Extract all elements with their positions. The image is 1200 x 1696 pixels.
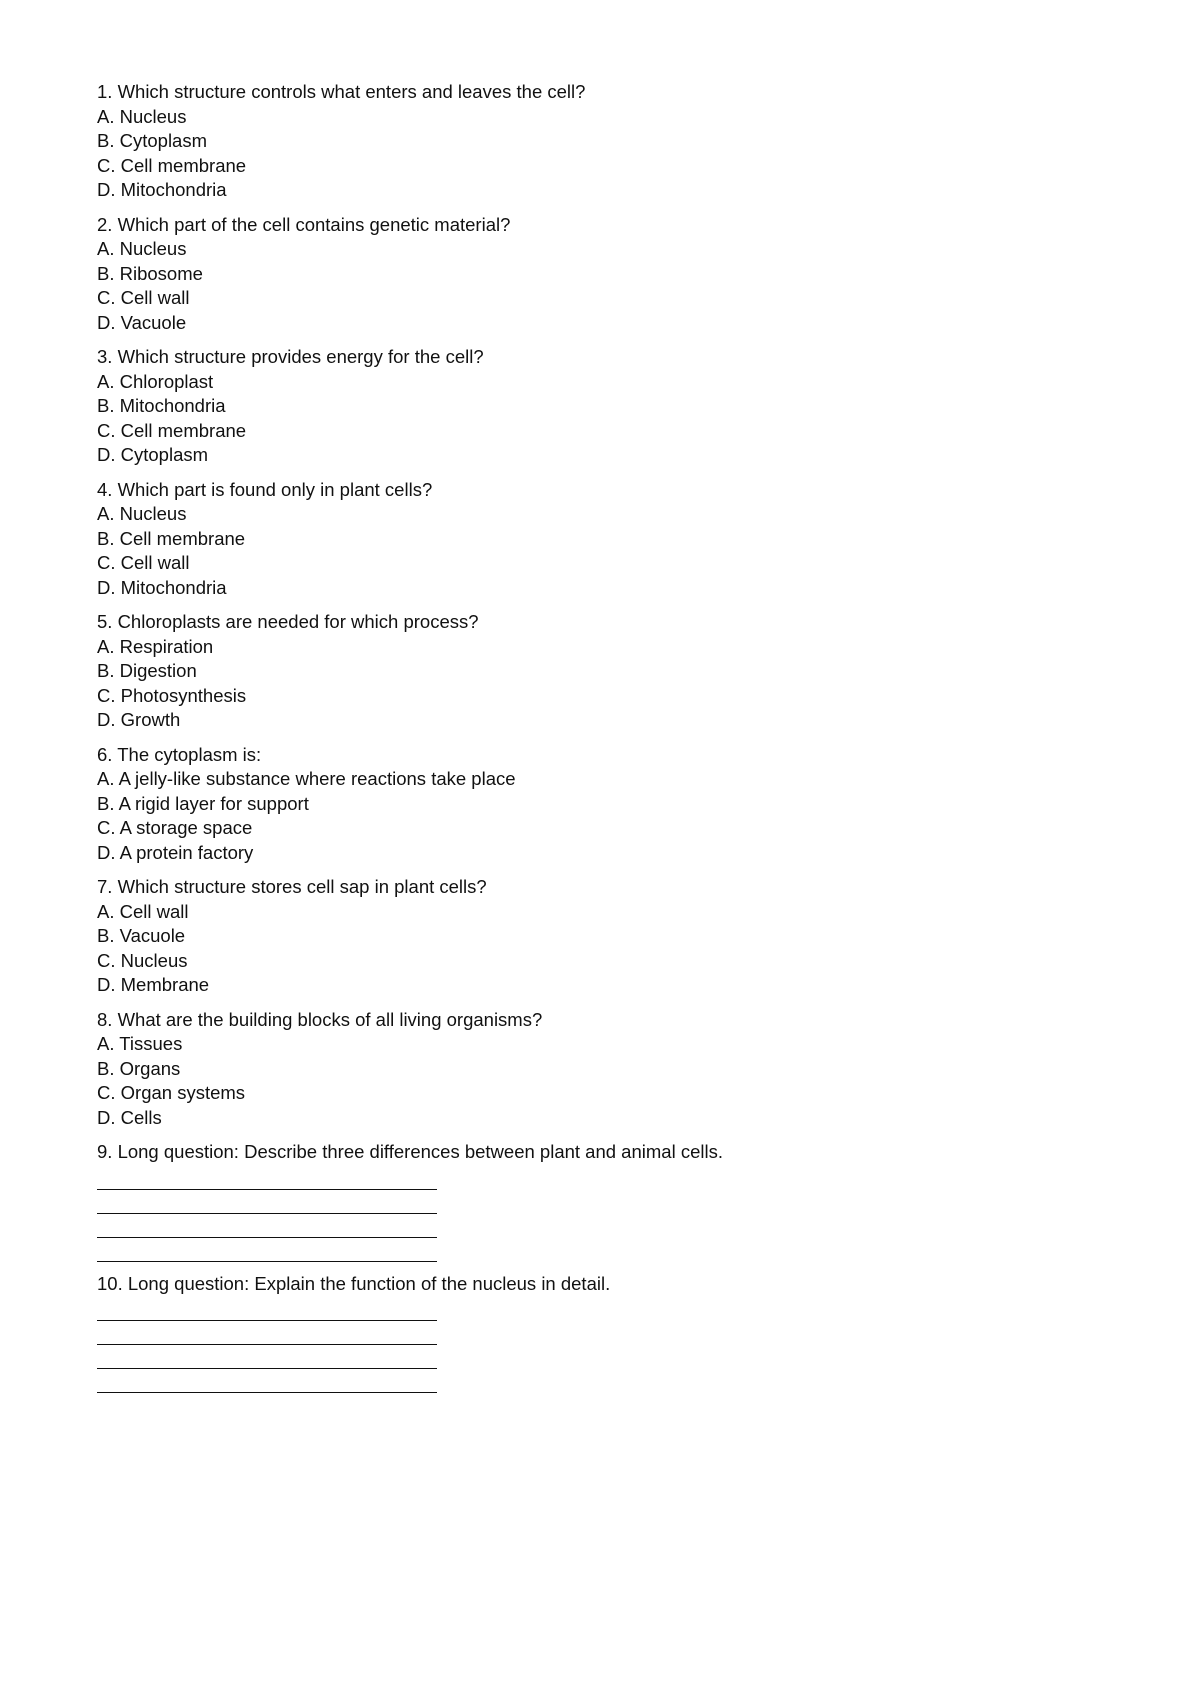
answer-line[interactable] [97, 1368, 437, 1369]
question-text: 10. Long question: Explain the function of the nucleus in detail. [97, 1272, 611, 1294]
option-a: A. Chloroplast [97, 370, 214, 392]
option-d: D. Mitochondria [97, 179, 227, 200]
option-d: D. A protein factory [97, 841, 254, 863]
question-6 [97, 743, 1097, 866]
option-d: D. Growth [97, 709, 181, 730]
question-4 [97, 478, 1097, 601]
question-text: 8. What are the building blocks of all living organisms? [97, 1008, 543, 1030]
question-7 [97, 875, 1097, 998]
option-b: B. A rigid layer for support [97, 792, 309, 814]
option-b: B. Mitochondria [97, 395, 226, 416]
question-text: 6. The cytoplasm is: [97, 743, 262, 765]
option-d: D. Mitochondria [97, 576, 227, 598]
question-text: 4. Which part is found only in plant cells? [97, 478, 433, 500]
option-d: D. Cytoplasm [97, 444, 209, 465]
answer-lines[interactable] [97, 1296, 1097, 1393]
answer-line[interactable] [97, 1213, 437, 1214]
option-a: A. A jelly-like substance where reactions take place [97, 768, 516, 789]
question-text: 1. Which structure controls what enters and leaves the cell? [97, 81, 586, 102]
worksheet-page [97, 80, 1097, 1403]
option-c: C. Photosynthesis [97, 684, 247, 706]
option-b: B. Digestion [97, 660, 197, 681]
question-text: 5. Chloroplasts are needed for which process? [97, 611, 479, 632]
question-2 [97, 213, 1097, 336]
question-1 [97, 80, 1097, 203]
question-text: 7. Which structure stores cell sap in plant cells? [97, 876, 487, 897]
long-question-9 [97, 1140, 1097, 1262]
option-d: D. Membrane [97, 974, 210, 995]
question-8 [97, 1008, 1097, 1131]
option-c: C. A storage space [97, 817, 253, 838]
question-text: 2. Which part of the cell contains genetic material? [97, 213, 511, 235]
answer-line[interactable] [97, 1344, 437, 1345]
option-d: D. Cells [97, 1106, 162, 1128]
question-5 [97, 610, 1097, 733]
answer-line[interactable] [97, 1261, 437, 1262]
option-b: B. Cytoplasm [97, 130, 208, 151]
answer-line[interactable] [97, 1189, 437, 1190]
question-text: 9. Long question: Describe three differences between plant and animal cells. [97, 1141, 723, 1162]
option-c: C. Cell membrane [97, 419, 247, 441]
option-c: C. Organ systems [97, 1082, 246, 1103]
answer-line[interactable] [97, 1392, 437, 1393]
option-c: C. Cell wall [97, 552, 190, 573]
answer-line[interactable] [97, 1237, 437, 1238]
option-a: A. Nucleus [97, 503, 187, 524]
option-c: C. Cell wall [97, 287, 190, 308]
answer-lines[interactable] [97, 1165, 1097, 1262]
option-b: B. Ribosome [97, 262, 203, 284]
option-a: A. Respiration [97, 635, 214, 657]
option-b: B. Vacuole [97, 925, 186, 946]
option-b: B. Cell membrane [97, 527, 246, 549]
option-d: D. Vacuole [97, 311, 187, 333]
question-text: 3. Which structure provides energy for the cell? [97, 346, 484, 367]
option-a: A. Nucleus [97, 105, 187, 127]
option-a: A. Cell wall [97, 900, 189, 922]
answer-line[interactable] [97, 1320, 437, 1321]
option-c: C. Cell membrane [97, 154, 247, 176]
option-c: C. Nucleus [97, 949, 188, 971]
option-b: B. Organs [97, 1057, 181, 1079]
option-a: A. Tissues [97, 1033, 183, 1054]
question-3 [97, 345, 1097, 468]
long-question-10 [97, 1272, 1097, 1394]
option-a: A. Nucleus [97, 238, 187, 259]
